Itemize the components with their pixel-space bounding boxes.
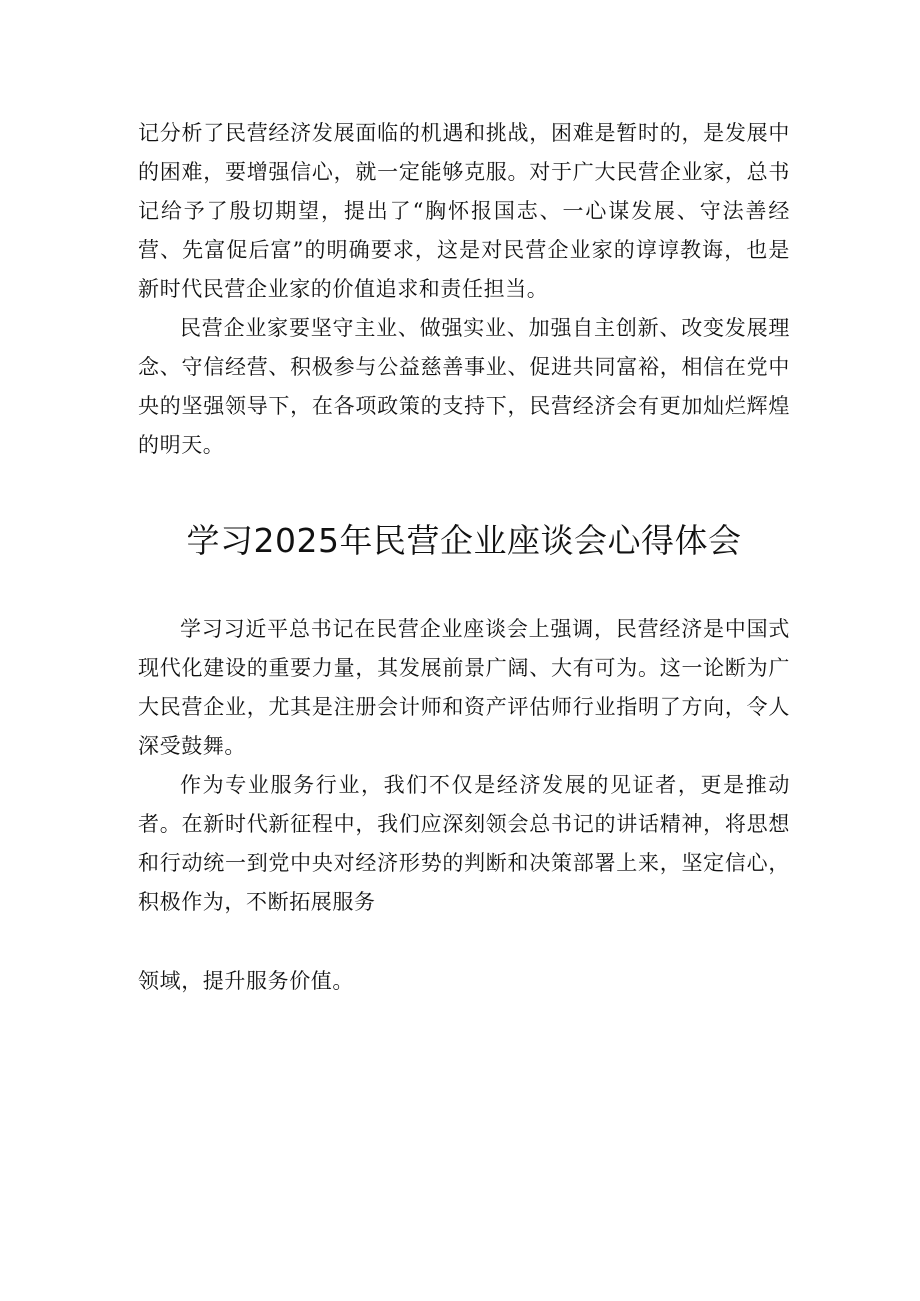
paragraph-study-summary: 学习习近平总书记在民营企业座谈会上强调，民营经济是中国式现代化建设的重要力量，其发展前景广阔、大有可为。这一论断为广大民营企业，尤其是注册会计师和资产评估师行业指明了方向，令人深受鼓舞。	[138, 617, 790, 758]
paragraph-continuation: 记分析了民营经济发展面临的机遇和挑战，困难是暂时的，是发展中的困难，要增强信心，就一定能够克服。对于广大民营企业家，总书记给予了殷切期望，提出了“胸怀报国志、一心谋发展、守法善经营、先富促后富”的明确要求，这是对民营企业家的谆谆教诲，也是新时代民营企业家的价值追求和责任担当。	[138, 121, 790, 301]
section-title: 学习2025年民营企业座谈会心得体会	[186, 521, 742, 560]
paragraph-tail: 领域，提升服务价值。	[138, 969, 354, 993]
document-content	[138, 114, 790, 1001]
paragraph-gap	[138, 922, 790, 962]
paragraph-entrepreneurs: 民营企业家要坚守主业、做强实业、加强自主创新、改变发展理念、守信经营、积极参与公益慈善事业、促进共同富裕，相信在党中央的坚强领导下，在各项政策的支持下，民营经济会有更加灿烂辉煌的明天。	[138, 316, 790, 457]
paragraph-professional-services: 作为专业服务行业，我们不仅是经济发展的见证者，更是推动者。在新时代新征程中，我们应深刻领会总书记的讲话精神，将思想和行动统一到党中央对经济形势的判断和决策部署上来，坚定信心，积极作为，不断拓展服务	[138, 773, 790, 914]
